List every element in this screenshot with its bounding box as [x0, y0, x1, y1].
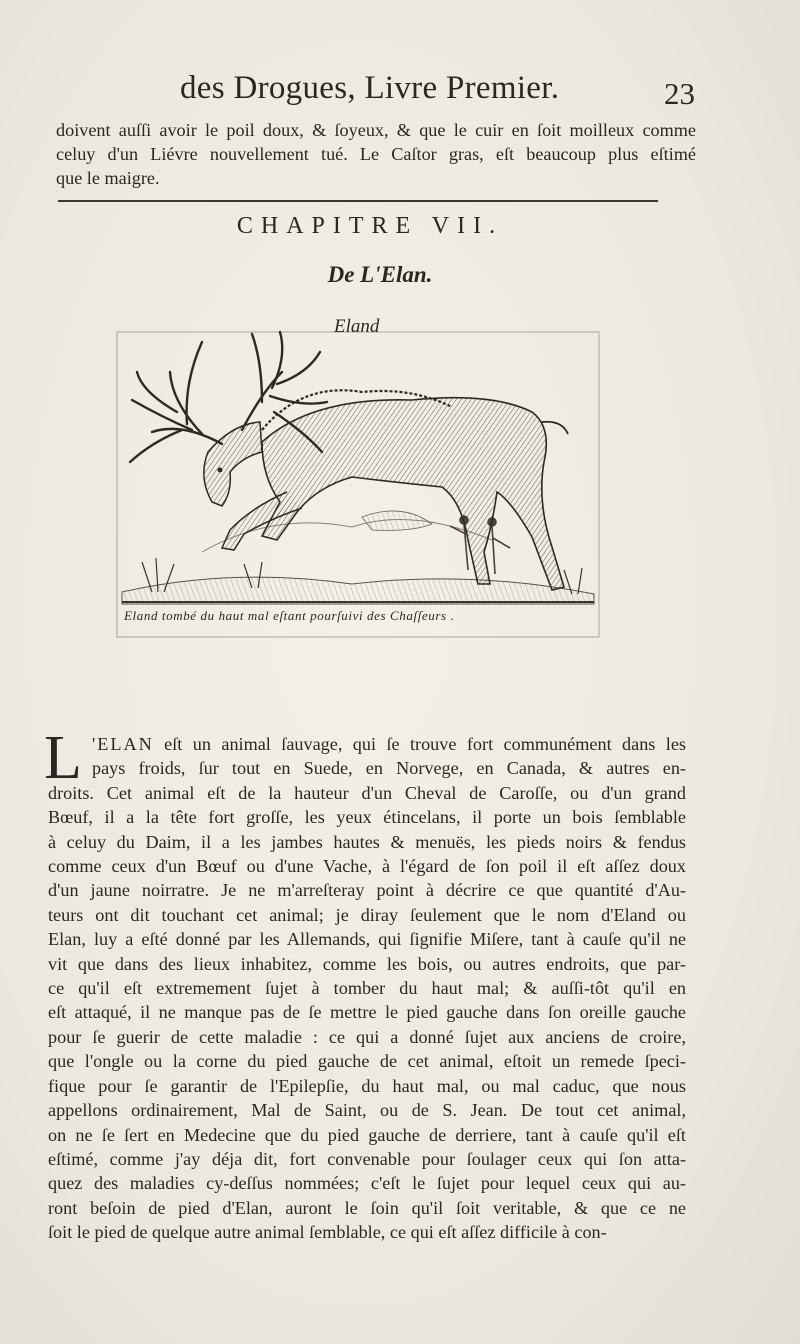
text-line-first: [48, 732, 686, 756]
text-line: teurs ont dit touchant cet animal; je diray ſeulement que le nom d'Eland ou: [48, 904, 686, 925]
running-title: des Drogues, Livre Premier.: [180, 70, 560, 106]
page-number: 23: [664, 76, 695, 111]
section-rule: [58, 200, 658, 202]
main-paragraph: [48, 732, 686, 1245]
text-line: appellons ordinairement, Mal de Saint, ou de S. Jean. De tout cet animal,: [48, 1100, 686, 1121]
text-line: eſt un animal ſauvage, qui ſe trouve fort communément dans les: [153, 734, 686, 754]
text-line: doivent auſſi avoir le poil doux, & ſoyeux, & que le cuir en ſoit moilleux comme: [56, 120, 696, 140]
elk-engraving: [112, 312, 602, 642]
lead-word: 'ELAN: [92, 734, 154, 754]
text-line: on ne ſe ſert en Medecine que du pied gauche de derriere, tant à cauſe qu'il eſt: [48, 1124, 686, 1145]
text-line: pays froids, ſur tout en Suede, en Norvege, en Canada, & autres en-: [92, 758, 686, 779]
text-line: ront beſoin de pied d'Elan, auront le ſoin qu'il ſoit veritable, & que ce ne: [48, 1197, 686, 1218]
text-line: celuy d'un Liévre nouvellement tué. Le Caſtor gras, eſt beaucoup plus eſtimé: [56, 144, 696, 164]
text-line: droits. Cet animal eſt de la hauteur d'un Cheval de Caroſſe, ou d'un grand: [48, 782, 686, 803]
text-line: comme ceux d'un Bœuf ou d'une Vache, à l'égard de ſon poil il eſt aſſez doux: [48, 856, 686, 877]
text-line: Elan, luy a eſté donné par les Allemands, qui ſignifie Miſere, tant à cauſe qu'il ne: [48, 929, 686, 950]
chapter-subtitle: De L'Elan.: [327, 262, 433, 287]
text-line: ce qu'il eſt extremement ſujet à tomber du haut mal; & auſſi-tôt qu'il en: [48, 978, 686, 999]
drop-cap: L: [44, 724, 82, 792]
chapter-heading: CHAPITRE VII.: [236, 213, 504, 239]
text-line: eſt attaqué, il ne manque pas de ſe mettre le pied gauche dans ſon oreille gauche: [48, 1002, 686, 1023]
text-line: d'un jaune noirratre. Je ne m'arreſteray point à décrire ce que quantité d'Au-: [48, 880, 686, 901]
text-line: Bœuf, il a la tête fort groſſe, les yeux étincelans, il porte un bois ſemblable: [48, 807, 686, 828]
text-line: eſtimé, comme j'ay déja dit, fort convenable pour ſoulager ceux qui ſon atta-: [48, 1148, 686, 1169]
text-line: fique pour ſe garantir de l'Epilepſie, du haut mal, ou mal caduc, que nous: [48, 1075, 686, 1096]
engraving-caption: Eland tombé du haut mal eſtant pourſuivi des Chaſſeurs .: [124, 608, 455, 623]
text-line: ſoit le pied de quelque autre animal ſemblable, ce qui eſt aſſez difficile à con-: [48, 1222, 607, 1243]
text-line: vit que dans des lieux inhabitez, comme les bois, ou autres endroits, que par-: [48, 953, 686, 974]
text-line: que l'ongle ou la corne du pied gauche de cet animal, eſtoit un remede ſpeci-: [48, 1051, 686, 1072]
continued-paragraph: [56, 118, 696, 190]
engraving-label: Eland: [334, 316, 380, 337]
text-line: que le maigre.: [56, 168, 160, 188]
text-line: pour ſe guerir de cette maladie : ce qui a donné ſujet aux anciens de croire,: [48, 1026, 686, 1047]
text-line: à celuy du Daim, il a les jambes hautes & menuës, les pieds noirs & fendus: [48, 831, 686, 852]
text-line: quez des maladies cy-deſſus nommées; c'eſt le ſujet pour lequel ceux qui au-: [48, 1173, 686, 1194]
